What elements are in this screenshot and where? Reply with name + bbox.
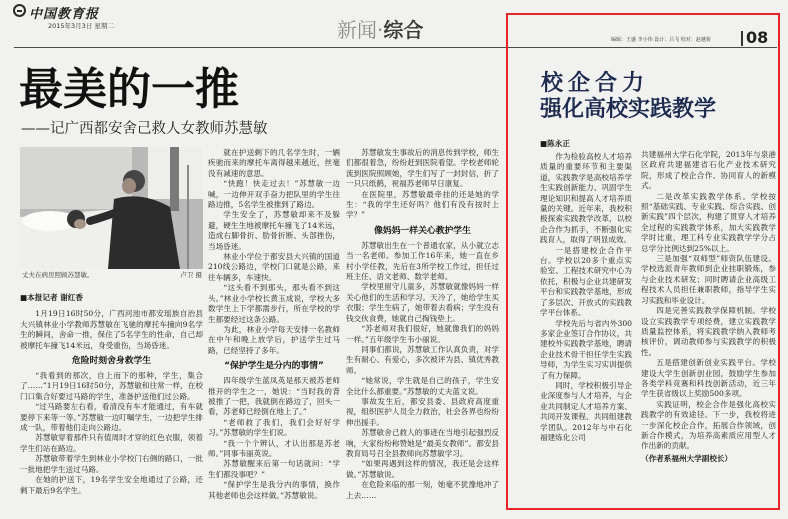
page-number: 08 (746, 28, 769, 47)
section-prefix: 新闻· (337, 18, 384, 42)
side-headline-line-2: 强化高校实践教学 (540, 96, 717, 122)
article-paragraph: 同事们都说，苏慧敏工作认真负责，对学生有耐心、有爱心，多次被评为县、镇优秀教师。 (346, 344, 499, 375)
article-paragraph: 1月19日16时50分，广西河池市都安瑶族自治县大兴镇林业小学教师苏慧敏在飞驰的摩托车撞向9名学生的瞬间，舍命一推，保住了5名学生的性命，自己却被摩托车撞飞14米远，身受重伤，当场昏迷。 (20, 309, 203, 350)
section-title (337, 14, 423, 43)
patient-face (74, 219, 86, 229)
article-paragraph: “老师救了我们，我们会好好学习。”苏慧敏的学生们说。 (208, 417, 340, 438)
article-paragraph: 在危险来临的那一刻，她毫不犹豫地冲了上去…… (346, 480, 499, 500)
article-paragraph: “这头看不到那头，那头看不到这头。”林业小学校长黄玉成说，学校大多数学生上下学都需步行，所在学校的学生都要经过这条公路。 (208, 283, 340, 324)
article-paragraph: 苏慧敏带着学生到林业小学校门右侧的路口，一批一批地把学生送过马路。 (20, 454, 203, 474)
article-paragraph: 五是搭建创新创业实践平台。学校建设大学生创新创业园，鼓励学生参加各类学科竞赛和科技创新活动，近三年学生获省级以上奖励500多项。 (641, 358, 776, 399)
article-paragraph: 苏慧敏舍己救人的事迹在当地引起强烈反响，大家纷纷称赞她是“最美女教师”。都安县教育局号召全县教师向苏慧敏学习。 (346, 428, 499, 458)
article-paragraph: 作为检验高校人才培养质量的重要环节和主要渠道，实践教学是高校培养学生实践创新能力、巩固学生理论知识和提高人才培养质量的关键。近年来，我校积极探索实践教学改革，以校企合作为抓手，不断强化实践育人，取得了明显成效。 (540, 152, 632, 245)
article-paragraph: 三是加强“双师型”师资队伍建设。学校选派青年教师到企业挂职锻炼，参与企业技术研发；同时聘请企业高级工程技术人员担任兼职教师，指导学生实习实践和毕业设计。 (641, 254, 776, 305)
newspaper-logo-icon (13, 4, 26, 17)
article-paragraph: 二是改革实践教学体系。学校按照“基础实践、专业实践、综合实践、创新实践”四个层次，构建了贯穿人才培养全过程的实践教学体系，加大实践教学学时比重，理工科专业实践教学学分占总学分比例达到25%以上。 (641, 191, 776, 253)
article-paragraph: “我一个个辨认，才认出那是苏老师。”同事韦丽英说。 (208, 438, 340, 458)
photo-caption: 丈夫在病房照顾苏慧敏。 (22, 271, 94, 279)
article-paragraph: 苏慧敏发生事故后的消息传到学校，师生们都很着急，纷纷赶到医院看望。学校老师轮流到医院照顾她，学生们写了一封封信，折了一只只纸鹤，祝福苏老师早日康复。 (346, 148, 499, 189)
article-paragraph: 苏慧敏醒来后第一句话就问：“学生们都没事吧？” (208, 459, 340, 479)
article-paragraph: “她常说，学生就是自己的孩子，学生安全比什么都重要。”苏慧敏的丈夫蓝文说。 (346, 376, 499, 396)
side-column-a (540, 152, 632, 504)
article-subheading: 像妈妈一样关心教护学生 (374, 225, 471, 236)
article-subheading: 危险时刻舍身救学生 (71, 356, 152, 367)
article-paragraph: 就在护送剩下的几名学生时，一辆疾驰而来的摩托车离得越来越近，丝毫没有减速的意思。 (208, 148, 340, 178)
section-name: 综合 (383, 18, 424, 42)
article-paragraph: “如果再遇到这样的情况，我还是会这样做。”苏慧敏说。 (346, 459, 499, 479)
article-paragraph: 四年级学生蓝凤英是那天被苏老师推开的学生之一，她说：“当时我的背被推了一把，我就倒在路边了，回头一看，苏老师已经倒在地上了。” (208, 376, 340, 417)
article-paragraph: 在她的护送下，19名学生安全地通过了公路，还剩下最后9名学生。 (20, 475, 203, 495)
article-paragraph: 共建福州大学石化学院，2013年与泉港区政府共建福建省石化产业技术研究院，形成了校企合作、协同育人的新模式。 (641, 150, 776, 191)
lead-column-3 (346, 148, 499, 519)
article-paragraph: “我看到的那次，自上而下的那种，学生，集合了……”1月19日16时50分，苏慧敏和往常一样，在校门口集合好要过马路的学生，准备护送他们过公路。 (20, 371, 203, 401)
lead-column-1 (20, 293, 203, 519)
article-paragraph: “苏老师对我们很好，她就像我们的妈妈一样。”五年级学生韦小丽说。 (346, 324, 499, 344)
author-note: （作者系福州大学副校长） (641, 453, 733, 463)
photo-credit: 卢卫 摄 (180, 271, 202, 279)
editor-credits: 编辑：王盛 李小伟 设计：吕飞 校对：赵越菊 (611, 37, 711, 43)
photo-curtain (170, 147, 179, 211)
article-paragraph: 实践证明，校企合作是强化高校实践教学的有效途径。下一步，我校将进一步深化校企合作，拓展合作领域，创新合作模式，为培养高素质应用型人才作出新的贡献。 (641, 399, 776, 451)
article-paragraph: 学校先后与省内外300多家企业签订合作协议，共建校外实践教学基地，聘请企业技术骨干担任学生实践导师，为学生实习实训提供了有力保障。 (540, 318, 632, 380)
article-paragraph: “保护学生是我分内的事情，换作其他老师也会这样做。”苏慧敏说。 (208, 480, 340, 500)
newspaper-logo: 中国教育报 (29, 7, 100, 22)
side-byline: ■陈永正 (540, 139, 570, 148)
lead-subheadline: ——记广西都安舍己救人女教师苏慧敏 (21, 121, 268, 137)
side-headline-line-1: 校企合力 (541, 70, 650, 96)
side-column-b (641, 150, 776, 504)
article-subheading: “保护学生是分内的事情” (224, 361, 324, 372)
issue-date: 2015年3月3日 星期二 (48, 22, 114, 30)
hospital-ward-photo (20, 147, 203, 269)
article-paragraph: 四是完善实践教学保障机制。学校设立实践教学专项经费，建立实践教学质量监控体系，将实践教学纳入教师考核评价，调动教师参与实践教学的积极性。 (641, 306, 776, 357)
lead-photo (20, 147, 203, 269)
article-paragraph: 事故发生后，都安县委、县政府高度重视，组织医护人员全力救治，社会各界也纷纷伸出援手。 (346, 396, 499, 427)
article-paragraph: 学校里留守儿童多，苏慧敏就像妈妈一样关心他们的生活和学习。天冷了，她给学生买衣服；学生生病了，她带着去看病；学生没有钱交伙食费，她就自己掏钱垫上。 (346, 282, 499, 323)
article-paragraph: 学生安全了，苏慧敏却来不及躲避，硬生生地被摩托车撞飞了14米远，造成右脚骨折、肋骨折断、头部挫伤，当场昏迷。 (208, 210, 340, 251)
photo-caption-row (22, 271, 202, 280)
article-paragraph: 一是搭建校企合作平台。学校以20多个重点实验室、工程技术研究中心为依托，积极与企业共建研发平台和实践教学基地，形成了多层次、开放式的实践教学平台体系。 (540, 245, 632, 318)
lead-headline: 最美的一推 (19, 64, 239, 115)
lead-column-2 (208, 148, 340, 519)
article-paragraph: 同时，学校积极引导企业深度参与人才培养，与企业共同制定人才培养方案、共同开发课程、共同组建教学团队。2012年与中石化福建炼化公司 (540, 380, 632, 442)
lead-byline: ■本报记者 谢红香 (20, 293, 83, 302)
article-paragraph: 为此，林业小学每天安排一名教师在中午和晚上放学后，护送学生过马路，已经坚持了多年。 (208, 324, 340, 355)
article-paragraph: 在医院里，苏慧敏最牵挂的还是她的学生：“我的学生还好吗？他们有没有按时上学？” (346, 189, 499, 220)
article-paragraph: 苏慧敏出生在一个普通农家，从小就立志当一名老师。参加工作16年来，她一直在乡村小学任教，先后在3所学校工作过，担任过班主任、语文老师、数学老师。 (346, 240, 499, 282)
article-paragraph: “快跑！快走过去！”苏慧敏一边喊，一边伸开双手奋力把队里的学生往路边推，5名学生被推到了路边。 (208, 179, 340, 210)
husband-face (122, 178, 136, 194)
article-paragraph: 苏慧敏穿着那件只有值周时才穿的红色衣服，领着学生们站在路边。 (20, 433, 203, 453)
article-paragraph: 林业小学位于都安县大兴镇的国道210线公路边，学校门口就是公路，来往车辆多，车速快。 (208, 252, 340, 282)
article-paragraph: “过马路要左右看，看清没有车才能通过，有车就要停下来等一等。”苏慧敏一边叮嘱学生，一边把学生排成一队，带着他们走向公路边。 (20, 402, 203, 433)
